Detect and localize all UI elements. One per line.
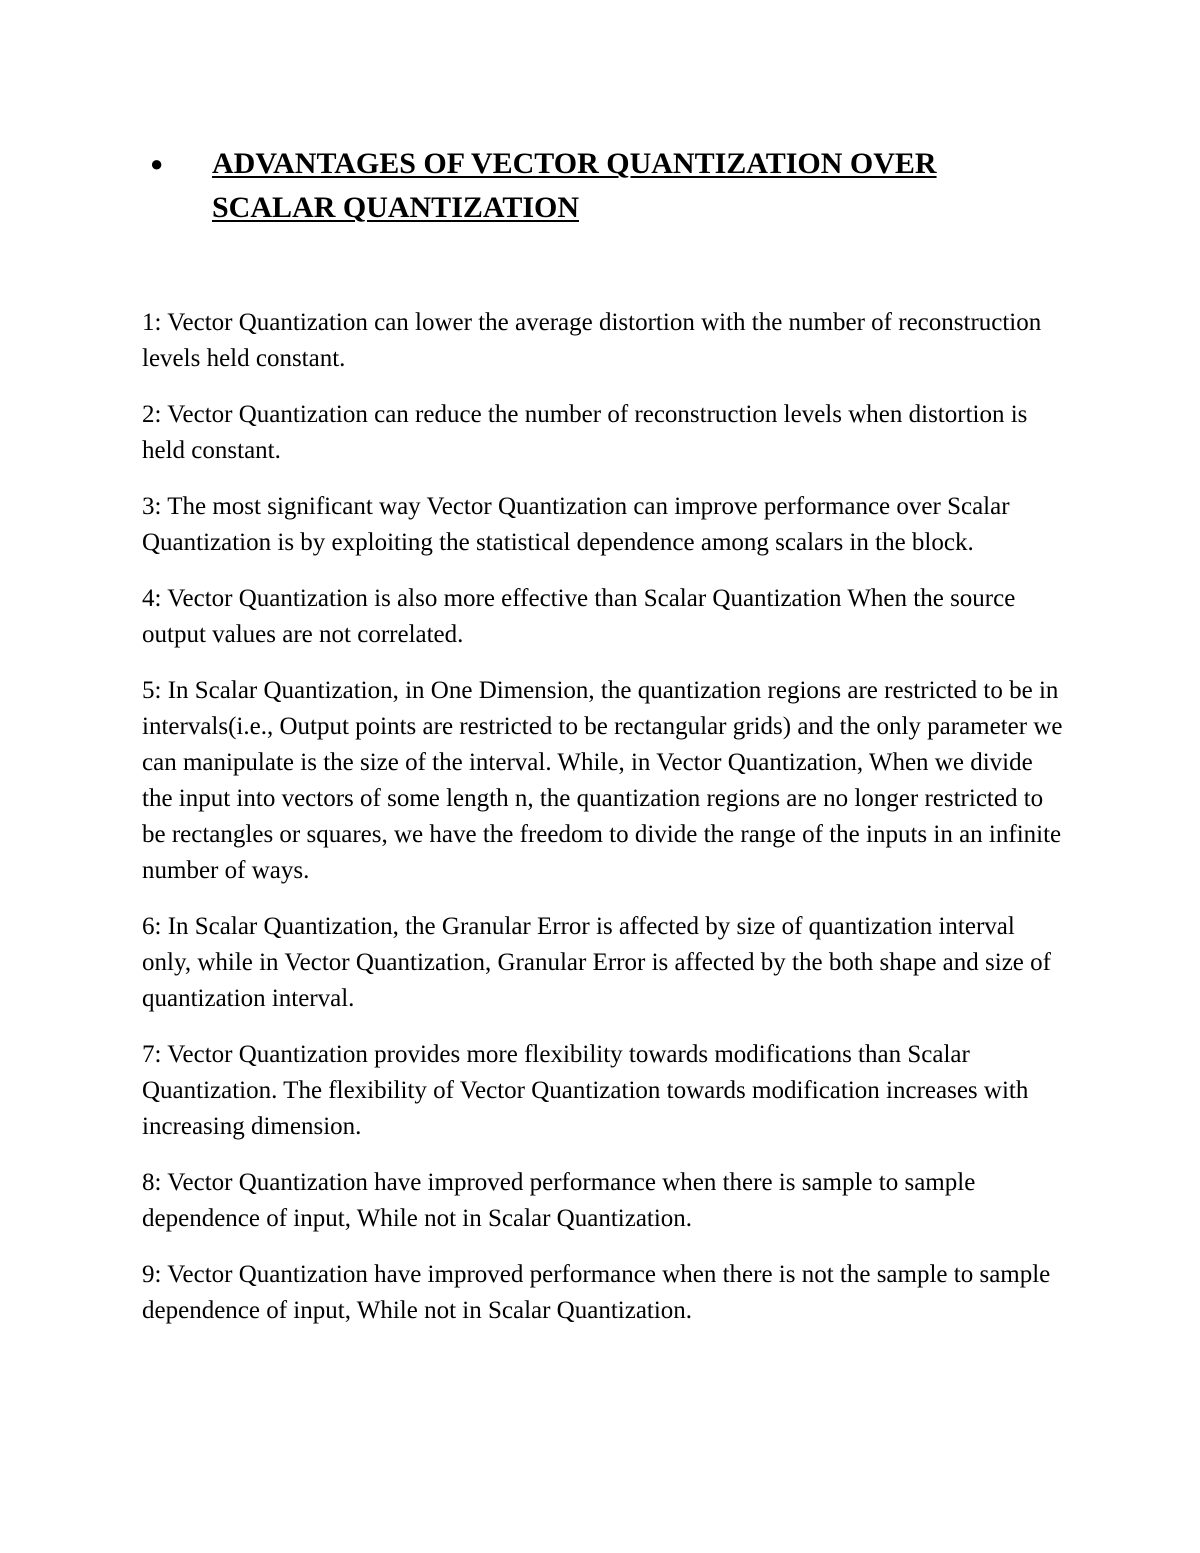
list-item: 7: Vector Quantization provides more flexibility towards modifications than Scalar Quantization. The flexibility of Vector Quantization towards modification increases with increasing dimension. xyxy=(142,1041,1029,1140)
list-item: 3: The most significant way Vector Quantization can improve performance over Scalar Quantization is by exploiting the statistical dependence among scalars in the block. xyxy=(142,493,1010,556)
list-item: 9: Vector Quantization have improved performance when there is not the sample to sample dependence of input, While not in Scalar Quantization. xyxy=(142,1261,1051,1324)
list-item: 1: Vector Quantization can lower the average distortion with the number of reconstruction levels held constant. xyxy=(142,309,1042,372)
list-item: 8: Vector Quantization have improved performance when there is sample to sample dependence of input, While not in Scalar Quantization. xyxy=(142,1169,976,1232)
list-item: 4: Vector Quantization is also more effective than Scalar Quantization When the source output values are not correlated. xyxy=(142,585,1016,648)
heading-block xyxy=(150,142,1050,230)
list-item: 5: In Scalar Quantization, in One Dimension, the quantization regions are restricted to be in intervals(i.e., Output points are restricted to be rectangular grids) and the only parameter we can manipulate is the size of the interval. While, in Vector Quantization, When we divide the input into vectors of some length n, the quantization regions are no longer restricted to be rectangles or squares, we have the freedom to divide the range of the inputs in an infinite number of ways. xyxy=(142,677,1063,884)
list-item: 2: Vector Quantization can reduce the number of reconstruction levels when distortion is held constant. xyxy=(142,401,1028,464)
advantages-list xyxy=(142,305,1067,1349)
bullet-icon: ● xyxy=(150,151,164,176)
document-heading: ADVANTAGES OF VECTOR QUANTIZATION OVER SCALAR QUANTIZATION xyxy=(212,147,937,224)
list-item: 6: In Scalar Quantization, the Granular Error is affected by size of quantization interval only, while in Vector Quantization, Granular Error is affected by the both shape and size of quantization interval. xyxy=(142,913,1051,1012)
